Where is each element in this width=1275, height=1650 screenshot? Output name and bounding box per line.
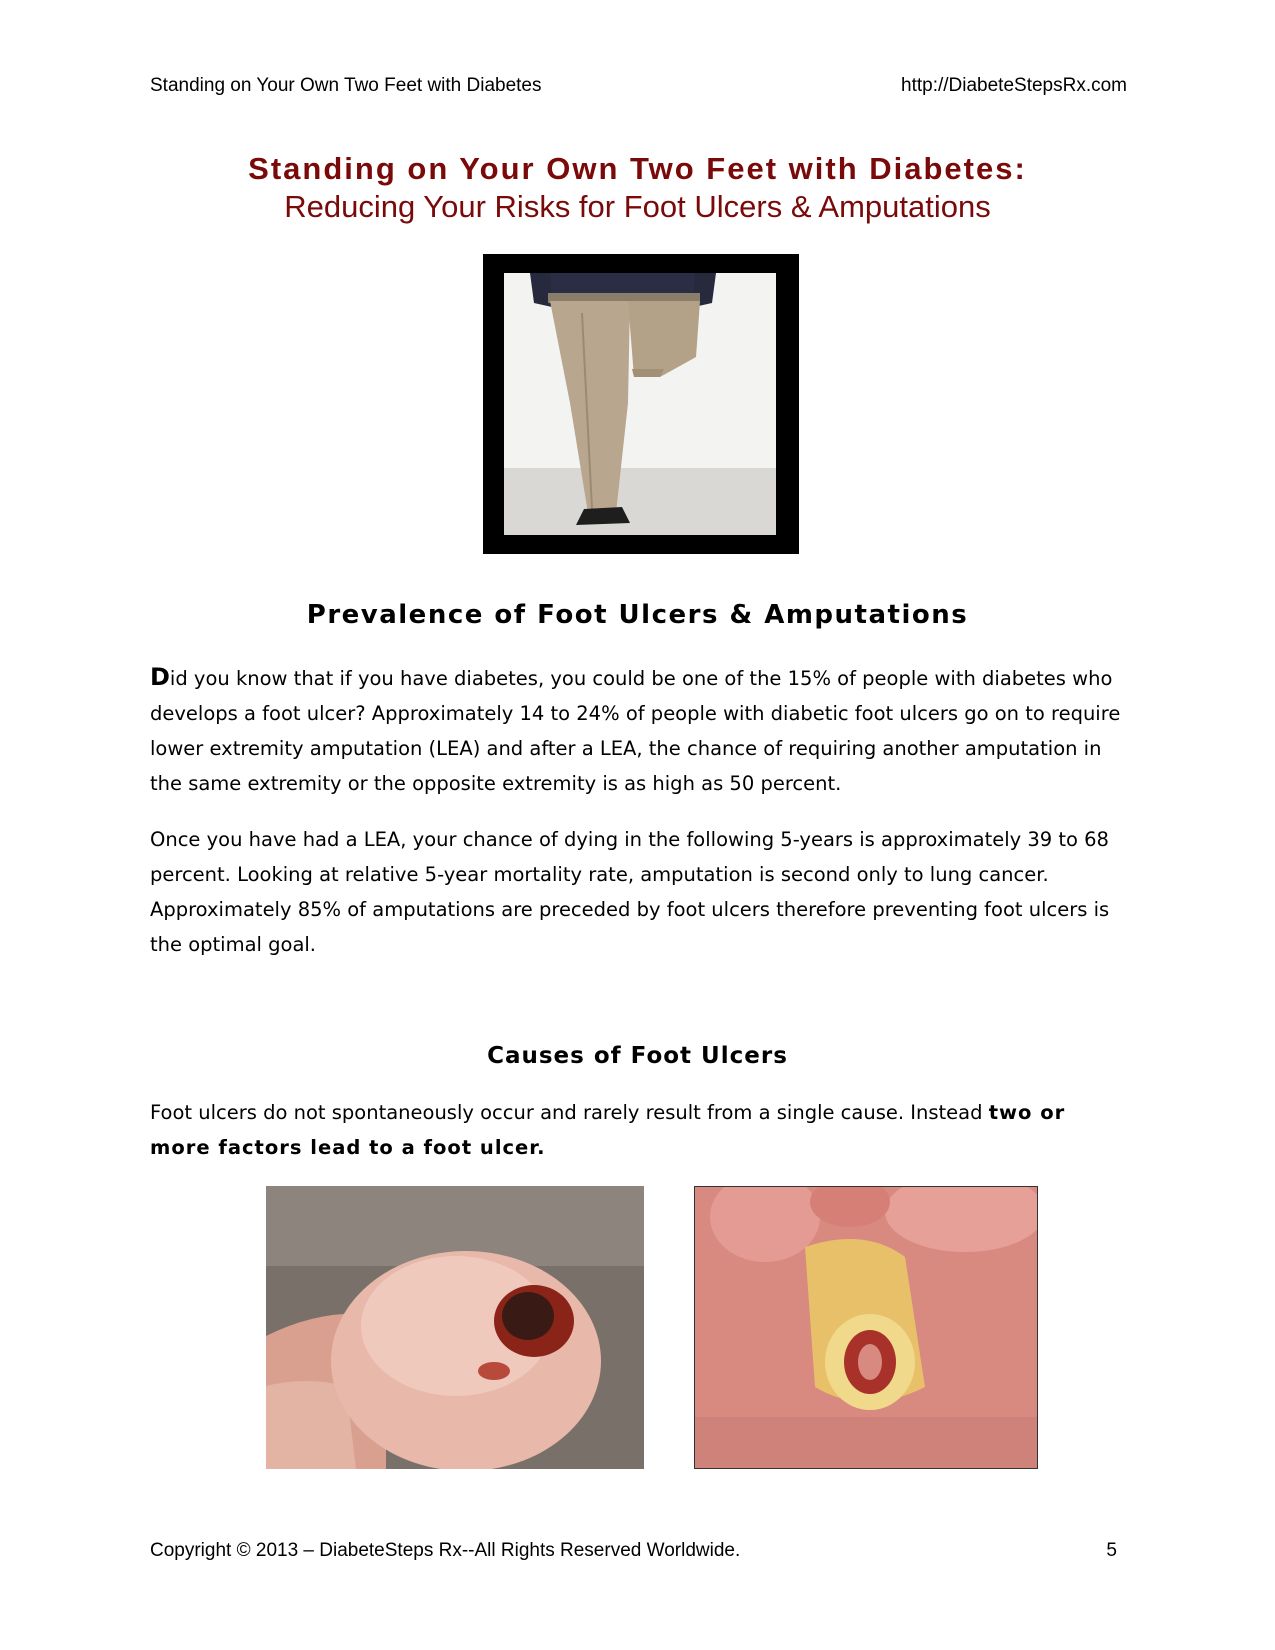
page-number: 5 — [1106, 1540, 1117, 1561]
paragraph-text: id you know that if you have diabetes, you could be one of the 15% of people with diabetes who develops a foot ulcer? Approximately 14 to 24% of people with diabetic foot ulcers go on to require lower extremity amputation (LEA) and after a LEA, the chance of requiring another amputation in the same extremity or the opposite extremity is as high as 50 percent. — [150, 667, 1121, 795]
paragraph-text: Foot ulcers do not spontaneously occur and rarely result from a single cause. Instead — [150, 1101, 989, 1124]
drop-cap: D — [150, 663, 170, 691]
paragraph-prevalence-2: Once you have had a LEA, your chance of dying in the following 5-years is approximately 39 to 68 percent. Looking at relative 5-year mortality rate, amputation is second only to lung cancer. Approximately 85% of amputations are preceded by foot ulcers therefore preventing foot ulcers is the optimal goal. — [150, 828, 1110, 956]
paragraph-causes — [150, 1095, 1130, 1165]
foot-sole-ulcer-photo — [694, 1186, 1038, 1469]
amputee-photo-image — [504, 273, 776, 535]
title-block — [0, 150, 1275, 226]
copyright-footer: Copyright © 2013 – DiabeteSteps Rx--All Rights Reserved Worldwide. — [150, 1540, 741, 1561]
document-title: Standing on Your Own Two Feet with Diabetes: — [248, 151, 1027, 186]
document-subtitle: Reducing Your Risks for Foot Ulcers & Amputations — [284, 189, 991, 224]
running-header-url: http://DiabeteStepsRx.com — [901, 75, 1127, 96]
emphasis-text: two or more factors lead to a foot ulcer. — [150, 1101, 1066, 1159]
section-heading-prevalence: Prevalence of Foot Ulcers & Amputations — [306, 600, 969, 630]
toe-ulcer-photo — [266, 1186, 644, 1469]
amputee-photo — [483, 254, 799, 554]
paragraph-prevalence-1 — [150, 660, 1130, 801]
running-header-title: Standing on Your Own Two Feet with Diabetes — [150, 75, 542, 96]
section-heading-causes: Causes of Foot Ulcers — [487, 1043, 788, 1069]
